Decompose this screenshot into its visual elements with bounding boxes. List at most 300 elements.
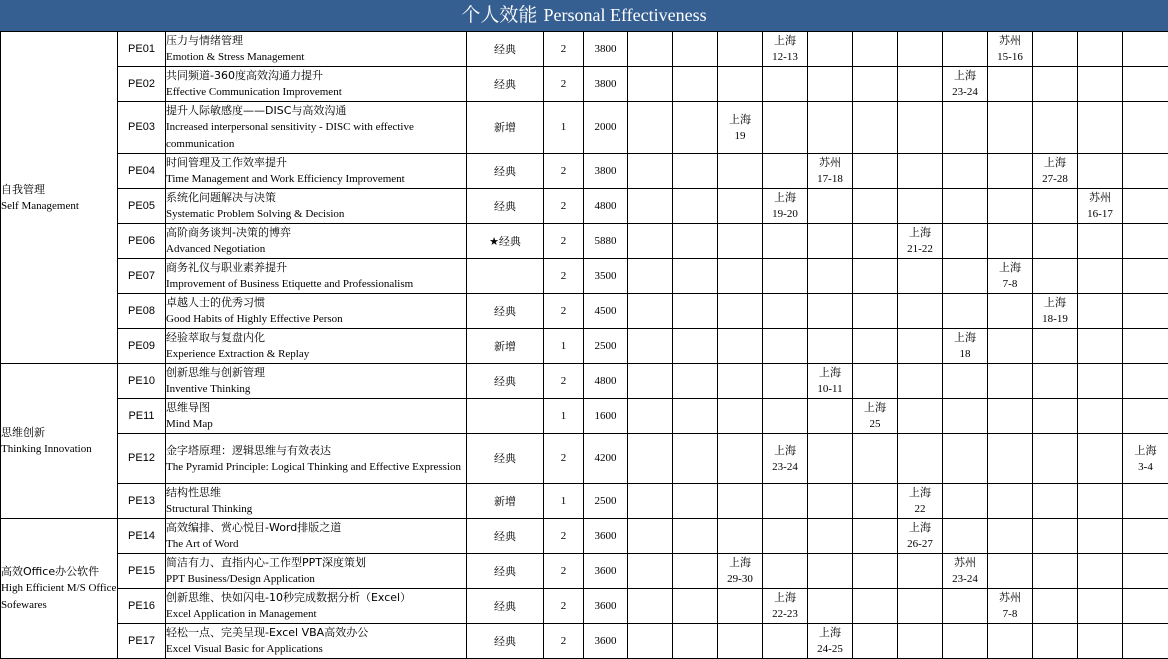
empty-slot-cell <box>1078 154 1123 189</box>
empty-slot-cell <box>673 589 718 624</box>
course-row <box>1 294 1168 329</box>
course-name-cell <box>166 519 467 554</box>
empty-slot-cell <box>1033 102 1078 154</box>
session-city: 上海 <box>988 259 1032 276</box>
course-code: PE07 <box>118 259 166 294</box>
empty-slot-cell <box>628 399 673 434</box>
course-price: 3600 <box>584 624 628 659</box>
course-name-zh: 结构性思维 <box>166 484 466 501</box>
session-city: 苏州 <box>988 589 1032 606</box>
course-code: PE17 <box>118 624 166 659</box>
course-name-en: Structural Thinking <box>166 501 466 518</box>
course-row <box>1 399 1168 434</box>
course-days: 2 <box>544 154 584 189</box>
empty-slot-cell <box>673 102 718 154</box>
empty-slot-cell <box>628 102 673 154</box>
empty-slot-cell <box>1033 32 1078 67</box>
empty-slot-cell <box>628 589 673 624</box>
course-type: 新增 <box>467 102 544 154</box>
course-name-en: Emotion & Stress Management <box>166 49 466 66</box>
session-date: 23-24 <box>763 459 807 476</box>
empty-slot-cell <box>988 554 1033 589</box>
course-code: PE03 <box>118 102 166 154</box>
course-name-zh: 创新思维、快如闪电-10秒完成数据分析（Excel） <box>166 589 466 606</box>
empty-slot-cell <box>808 329 853 364</box>
session-city: 苏州 <box>808 154 852 171</box>
empty-slot-cell <box>1123 519 1168 554</box>
session-city: 苏州 <box>988 32 1032 49</box>
session-city: 上海 <box>808 364 852 381</box>
course-type: 新增 <box>467 484 544 519</box>
session-date: 22 <box>898 501 942 518</box>
empty-slot-cell <box>853 32 898 67</box>
course-price: 2500 <box>584 329 628 364</box>
course-name-zh: 系统化问题解决与决策 <box>166 189 466 206</box>
empty-slot-cell <box>853 624 898 659</box>
course-price: 3800 <box>584 154 628 189</box>
empty-slot-cell <box>763 154 808 189</box>
course-name-zh: 高效编排、赏心悦目-Word排版之道 <box>166 519 466 536</box>
course-price: 4200 <box>584 434 628 484</box>
course-name-zh: 创新思维与创新管理 <box>166 364 466 381</box>
empty-slot-cell <box>763 102 808 154</box>
empty-slot-cell <box>988 399 1033 434</box>
empty-slot-cell <box>808 519 853 554</box>
session-cell <box>763 189 808 224</box>
empty-slot-cell <box>898 329 943 364</box>
empty-slot-cell <box>853 434 898 484</box>
session-cell <box>988 589 1033 624</box>
course-row <box>1 32 1168 67</box>
course-name-zh: 金字塔原理：逻辑思维与有效表达 <box>166 442 466 459</box>
course-name-en: Improvement of Business Etiquette and Professionalism <box>166 276 466 293</box>
course-name-en: Excel Application in Management <box>166 606 466 623</box>
session-city: 苏州 <box>1078 189 1122 206</box>
empty-slot-cell <box>853 364 898 399</box>
empty-slot-cell <box>898 624 943 659</box>
empty-slot-cell <box>718 519 763 554</box>
session-cell <box>943 329 988 364</box>
session-city: 上海 <box>763 589 807 606</box>
empty-slot-cell <box>943 364 988 399</box>
session-city: 上海 <box>853 399 897 416</box>
empty-slot-cell <box>943 259 988 294</box>
course-code: PE01 <box>118 32 166 67</box>
empty-slot-cell <box>943 519 988 554</box>
session-cell <box>718 102 763 154</box>
empty-slot-cell <box>763 364 808 399</box>
course-name-en: Time Management and Work Efficiency Improvement <box>166 171 466 188</box>
course-name-cell <box>166 364 467 399</box>
empty-slot-cell <box>1033 329 1078 364</box>
session-city: 上海 <box>943 67 987 84</box>
session-cell <box>1033 294 1078 329</box>
session-cell <box>718 554 763 589</box>
course-type: 经典 <box>467 554 544 589</box>
empty-slot-cell <box>988 294 1033 329</box>
empty-slot-cell <box>673 224 718 259</box>
empty-slot-cell <box>853 189 898 224</box>
course-days: 2 <box>544 519 584 554</box>
empty-slot-cell <box>1078 434 1123 484</box>
empty-slot-cell <box>1078 484 1123 519</box>
empty-slot-cell <box>898 589 943 624</box>
empty-slot-cell <box>1123 364 1168 399</box>
session-date: 7-8 <box>988 606 1032 623</box>
category-name-en: High Efficient M/S Office Sofewares <box>1 580 117 614</box>
empty-slot-cell <box>1033 484 1078 519</box>
category-name-zh: 高效Office办公软件 <box>1 563 117 580</box>
course-row <box>1 554 1168 589</box>
session-cell <box>898 484 943 519</box>
empty-slot-cell <box>628 364 673 399</box>
session-date: 25 <box>853 416 897 433</box>
empty-slot-cell <box>853 329 898 364</box>
course-name-zh: 压力与情绪管理 <box>166 32 466 49</box>
session-date: 24-25 <box>808 641 852 658</box>
empty-slot-cell <box>628 294 673 329</box>
course-name-zh: 轻松一点、完美呈现-Excel VBA高效办公 <box>166 624 466 641</box>
course-name-cell <box>166 67 467 102</box>
empty-slot-cell <box>1078 102 1123 154</box>
empty-slot-cell <box>943 102 988 154</box>
empty-slot-cell <box>628 519 673 554</box>
session-cell <box>808 364 853 399</box>
empty-slot-cell <box>898 554 943 589</box>
empty-slot-cell <box>988 154 1033 189</box>
course-row <box>1 154 1168 189</box>
empty-slot-cell <box>943 32 988 67</box>
empty-slot-cell <box>808 32 853 67</box>
empty-slot-cell <box>1123 102 1168 154</box>
session-city: 上海 <box>763 189 807 206</box>
session-city: 上海 <box>808 624 852 641</box>
empty-slot-cell <box>673 434 718 484</box>
empty-slot-cell <box>1078 32 1123 67</box>
empty-slot-cell <box>988 434 1033 484</box>
empty-slot-cell <box>943 224 988 259</box>
course-code: PE02 <box>118 67 166 102</box>
course-name-cell <box>166 224 467 259</box>
course-days: 2 <box>544 294 584 329</box>
category-name-en: Self Management <box>1 198 117 215</box>
empty-slot-cell <box>943 189 988 224</box>
empty-slot-cell <box>673 329 718 364</box>
course-price: 3500 <box>584 259 628 294</box>
empty-slot-cell <box>1123 589 1168 624</box>
session-cell <box>988 32 1033 67</box>
empty-slot-cell <box>1078 589 1123 624</box>
empty-slot-cell <box>1078 554 1123 589</box>
course-price: 4500 <box>584 294 628 329</box>
course-type: 经典 <box>467 67 544 102</box>
course-days: 1 <box>544 329 584 364</box>
empty-slot-cell <box>763 329 808 364</box>
empty-slot-cell <box>628 224 673 259</box>
course-price: 2000 <box>584 102 628 154</box>
session-date: 3-4 <box>1123 459 1168 476</box>
course-price: 5880 <box>584 224 628 259</box>
empty-slot-cell <box>988 519 1033 554</box>
empty-slot-cell <box>718 154 763 189</box>
empty-slot-cell <box>1078 364 1123 399</box>
empty-slot-cell <box>808 102 853 154</box>
session-cell <box>943 554 988 589</box>
course-name-en: Increased interpersonal sensitivity - DISC with effective communication <box>166 119 466 153</box>
session-date: 23-24 <box>943 84 987 101</box>
course-name-zh: 思维导图 <box>166 399 466 416</box>
empty-slot-cell <box>1078 67 1123 102</box>
course-price: 3600 <box>584 519 628 554</box>
empty-slot-cell <box>1078 624 1123 659</box>
empty-slot-cell <box>718 624 763 659</box>
session-city: 上海 <box>898 224 942 241</box>
course-days: 2 <box>544 364 584 399</box>
course-type: 经典 <box>467 364 544 399</box>
session-cell <box>808 154 853 189</box>
course-type: 经典 <box>467 189 544 224</box>
session-date: 29-30 <box>718 571 762 588</box>
course-row <box>1 364 1168 399</box>
course-name-cell <box>166 484 467 519</box>
empty-slot-cell <box>988 364 1033 399</box>
course-days: 2 <box>544 189 584 224</box>
course-name-en: Inventive Thinking <box>166 381 466 398</box>
course-days: 2 <box>544 259 584 294</box>
course-name-zh: 提升人际敏感度——DISC与高效沟通 <box>166 102 466 119</box>
empty-slot-cell <box>808 434 853 484</box>
empty-slot-cell <box>898 364 943 399</box>
course-type: 经典 <box>467 154 544 189</box>
course-days: 1 <box>544 102 584 154</box>
session-date: 19-20 <box>763 206 807 223</box>
empty-slot-cell <box>988 484 1033 519</box>
empty-slot-cell <box>853 554 898 589</box>
category-name-zh: 自我管理 <box>1 181 117 198</box>
empty-slot-cell <box>673 154 718 189</box>
empty-slot-cell <box>718 259 763 294</box>
session-cell <box>763 589 808 624</box>
course-name-en: Mind Map <box>166 416 466 433</box>
course-name-zh: 简洁有力、直指内心-工作型PPT深度策划 <box>166 554 466 571</box>
course-name-zh: 共同频道-360度高效沟通力提升 <box>166 67 466 84</box>
empty-slot-cell <box>808 294 853 329</box>
course-price: 3600 <box>584 554 628 589</box>
course-days: 2 <box>544 32 584 67</box>
empty-slot-cell <box>1033 364 1078 399</box>
empty-slot-cell <box>673 294 718 329</box>
empty-slot-cell <box>1078 259 1123 294</box>
session-city: 上海 <box>898 484 942 501</box>
course-code: PE15 <box>118 554 166 589</box>
empty-slot-cell <box>1123 399 1168 434</box>
session-date: 17-18 <box>808 171 852 188</box>
empty-slot-cell <box>718 434 763 484</box>
empty-slot-cell <box>628 154 673 189</box>
empty-slot-cell <box>628 67 673 102</box>
empty-slot-cell <box>628 434 673 484</box>
session-city: 上海 <box>763 442 807 459</box>
course-row <box>1 67 1168 102</box>
course-type: 经典 <box>467 624 544 659</box>
course-name-cell <box>166 554 467 589</box>
empty-slot-cell <box>1078 399 1123 434</box>
session-date: 18 <box>943 346 987 363</box>
empty-slot-cell <box>853 484 898 519</box>
empty-slot-cell <box>1033 67 1078 102</box>
session-date: 27-28 <box>1033 171 1077 188</box>
empty-slot-cell <box>763 519 808 554</box>
course-days: 2 <box>544 554 584 589</box>
title-zh: 个人效能 <box>461 4 537 26</box>
empty-slot-cell <box>1123 624 1168 659</box>
course-days: 2 <box>544 67 584 102</box>
course-price: 3800 <box>584 32 628 67</box>
session-date: 22-23 <box>763 606 807 623</box>
session-date: 16-17 <box>1078 206 1122 223</box>
session-city: 苏州 <box>943 554 987 571</box>
empty-slot-cell <box>808 589 853 624</box>
empty-slot-cell <box>628 189 673 224</box>
course-name-zh: 卓越人士的优秀习惯 <box>166 294 466 311</box>
course-name-cell <box>166 259 467 294</box>
empty-slot-cell <box>673 32 718 67</box>
empty-slot-cell <box>898 32 943 67</box>
empty-slot-cell <box>853 67 898 102</box>
course-name-en: Advanced Negotiation <box>166 241 466 258</box>
session-date: 12-13 <box>763 49 807 66</box>
course-name-en: Experience Extraction & Replay <box>166 346 466 363</box>
empty-slot-cell <box>1123 154 1168 189</box>
course-type: 经典 <box>467 294 544 329</box>
course-code: PE11 <box>118 399 166 434</box>
course-row <box>1 224 1168 259</box>
empty-slot-cell <box>1123 224 1168 259</box>
empty-slot-cell <box>898 294 943 329</box>
empty-slot-cell <box>1123 484 1168 519</box>
empty-slot-cell <box>1078 519 1123 554</box>
course-name-cell <box>166 102 467 154</box>
empty-slot-cell <box>853 224 898 259</box>
empty-slot-cell <box>853 519 898 554</box>
empty-slot-cell <box>718 32 763 67</box>
empty-slot-cell <box>1123 67 1168 102</box>
empty-slot-cell <box>718 399 763 434</box>
course-name-en: The Art of Word <box>166 536 466 553</box>
course-row <box>1 189 1168 224</box>
course-code: PE13 <box>118 484 166 519</box>
course-price: 2500 <box>584 484 628 519</box>
empty-slot-cell <box>628 259 673 294</box>
empty-slot-cell <box>943 589 988 624</box>
empty-slot-cell <box>808 484 853 519</box>
course-code: PE08 <box>118 294 166 329</box>
course-type <box>467 399 544 434</box>
course-days: 2 <box>544 624 584 659</box>
empty-slot-cell <box>1033 189 1078 224</box>
course-price: 3600 <box>584 589 628 624</box>
session-city: 上海 <box>718 111 762 128</box>
empty-slot-cell <box>853 294 898 329</box>
session-date: 19 <box>718 128 762 145</box>
empty-slot-cell <box>1033 589 1078 624</box>
course-name-en: Systematic Problem Solving & Decision <box>166 206 466 223</box>
empty-slot-cell <box>763 224 808 259</box>
empty-slot-cell <box>898 154 943 189</box>
empty-slot-cell <box>1033 399 1078 434</box>
course-days: 1 <box>544 484 584 519</box>
empty-slot-cell <box>853 154 898 189</box>
empty-slot-cell <box>763 259 808 294</box>
empty-slot-cell <box>898 259 943 294</box>
course-code: PE06 <box>118 224 166 259</box>
course-price: 3800 <box>584 67 628 102</box>
empty-slot-cell <box>988 189 1033 224</box>
course-type <box>467 259 544 294</box>
course-code: PE12 <box>118 434 166 484</box>
course-type: 经典 <box>467 589 544 624</box>
course-days: 2 <box>544 589 584 624</box>
empty-slot-cell <box>763 624 808 659</box>
empty-slot-cell <box>988 102 1033 154</box>
course-row <box>1 484 1168 519</box>
session-cell <box>988 259 1033 294</box>
session-date: 15-16 <box>988 49 1032 66</box>
course-name-cell <box>166 154 467 189</box>
empty-slot-cell <box>1033 224 1078 259</box>
session-city: 上海 <box>1033 154 1077 171</box>
empty-slot-cell <box>943 624 988 659</box>
session-cell <box>1033 154 1078 189</box>
session-cell <box>898 224 943 259</box>
empty-slot-cell <box>673 364 718 399</box>
empty-slot-cell <box>898 189 943 224</box>
empty-slot-cell <box>943 399 988 434</box>
empty-slot-cell <box>1078 224 1123 259</box>
course-name-cell <box>166 329 467 364</box>
course-row <box>1 434 1168 484</box>
empty-slot-cell <box>808 554 853 589</box>
empty-slot-cell <box>628 329 673 364</box>
session-cell <box>898 519 943 554</box>
session-city: 上海 <box>898 519 942 536</box>
course-days: 1 <box>544 399 584 434</box>
course-type: 经典 <box>467 434 544 484</box>
empty-slot-cell <box>898 102 943 154</box>
empty-slot-cell <box>673 259 718 294</box>
empty-slot-cell <box>1033 554 1078 589</box>
empty-slot-cell <box>988 224 1033 259</box>
empty-slot-cell <box>898 434 943 484</box>
session-date: 26-27 <box>898 536 942 553</box>
category-cell <box>1 364 118 519</box>
course-name-cell <box>166 434 467 484</box>
course-type: 经典 <box>467 32 544 67</box>
course-name-cell <box>166 32 467 67</box>
empty-slot-cell <box>673 554 718 589</box>
empty-slot-cell <box>763 554 808 589</box>
course-name-zh: 高阶商务谈判-决策的博弈 <box>166 224 466 241</box>
empty-slot-cell <box>898 399 943 434</box>
empty-slot-cell <box>988 67 1033 102</box>
empty-slot-cell <box>718 224 763 259</box>
course-price: 4800 <box>584 189 628 224</box>
empty-slot-cell <box>718 67 763 102</box>
empty-slot-cell <box>718 589 763 624</box>
empty-slot-cell <box>673 624 718 659</box>
empty-slot-cell <box>628 624 673 659</box>
empty-slot-cell <box>943 294 988 329</box>
